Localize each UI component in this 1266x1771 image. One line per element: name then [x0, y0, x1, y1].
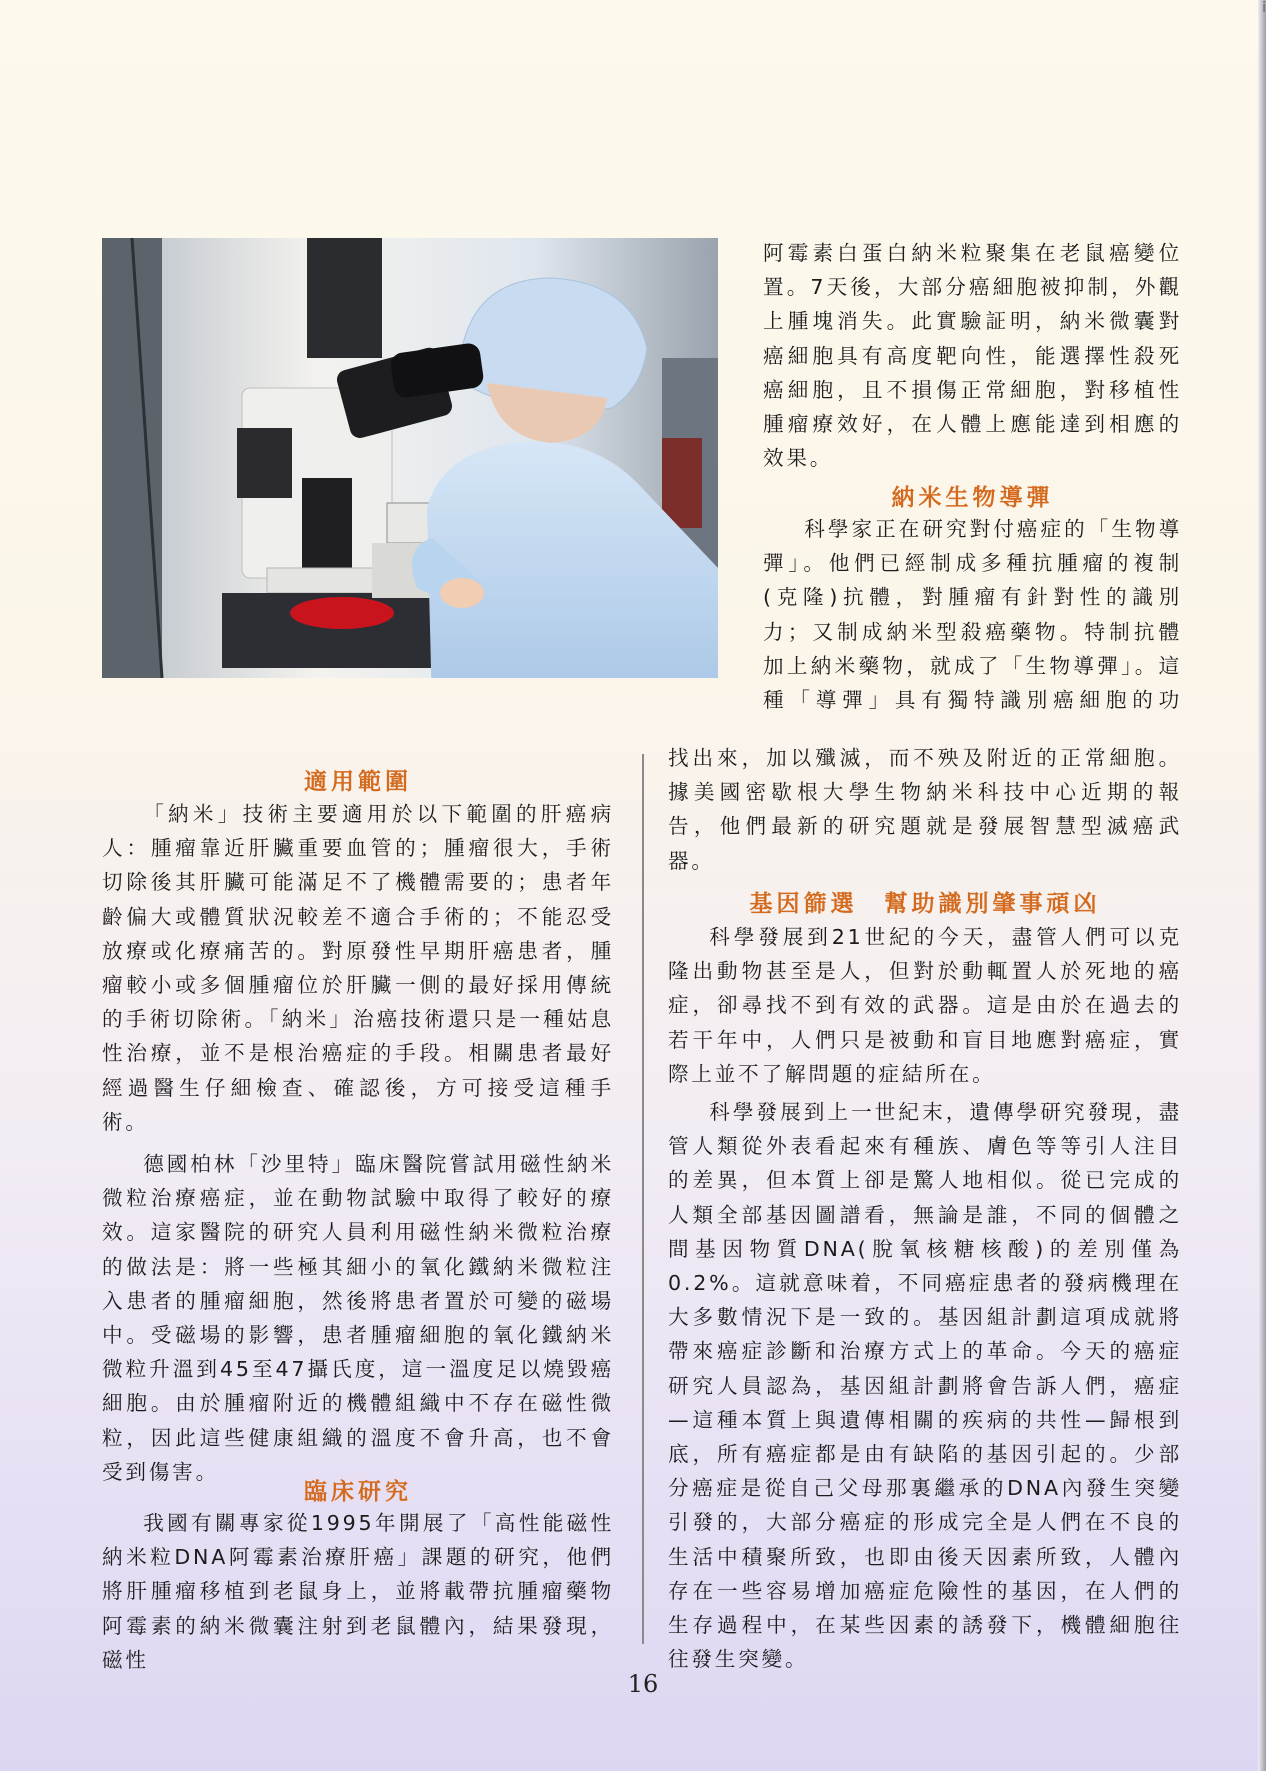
paragraph-nanocapsule-results: 阿霉素白蛋白納米粒聚集在老鼠癌變位置。7天後，大部分癌細胞被抑制，外觀上腫塊消失。此實驗証明，納米微囊對癌細胞具有高度靶向性，能選擇性殺死癌細胞，且不損傷正常細胞，對移植性腫瘤療效好，在人體上應能達到相應的效果。 [763, 241, 1182, 471]
page-right-edge [1258, 0, 1266, 1771]
paragraph-domestic-study: 我國有關專家從1995年開展了「高性能磁性納米粒DNA阿霉素治療肝癌」課題的研究，他們將肝腫瘤移植到老鼠身上，並將載帶抗腫瘤藥物阿霉素的納米微囊注射到老鼠體內，結果發現，磁性 [102, 1511, 614, 1672]
paragraph-biological-missile: 科學家正在研究對付癌症的「生物導彈」。他們已經制成多種抗腫瘤的複制(克隆)抗體，對腫瘤有針對性的識別力；又制成納米型殺癌藥物。特制抗體加上納米藥物，就成了「生物導彈」。這種「導彈」具有獨特識別癌細胞的功 [763, 517, 1182, 713]
gene-text [668, 920, 1182, 1676]
heading-nano-missile: 納米生物導彈 [891, 484, 1054, 511]
page-number: 16 [627, 1670, 659, 1698]
heading-application-scope: 適用範圍 [304, 768, 412, 795]
paragraph-genome-findings: 科學發展到上一世紀末，遺傳學研究發現，盡管人類從外表看起來有種族、膚色等等引人注目的差異，但本質上卻是驚人地相似。從已完成的人類全部基因圖譜看，無論是誰，不同的個體之間基因物質DNA(脫氧核糖核酸)的差別僅為0.2%。這就意味着，不同癌症患者的發病機理在大多數情況下是一致的。基因組計劃這項成就將帶來癌症診斷和治療方式上的革命。今天的癌症研究人員認為，基因組計劃將會告訴人們，癌症—這種本質上與遺傳相關的疾病的共性—歸根到底，所有癌症都是由有缺陷的基因引起的。少部分癌症是從自己父母那裏繼承的DNA內發生突變引發的，大部分癌症的形成完全是人們在不良的生活中積聚所致，也即由後天因素所致，人體內存在一些容易增加癌症危險性的基因，在人們的生存過程中，在某些因素的誘發下，機體細胞往往發生突變。 [668, 1100, 1182, 1672]
scope-text [102, 797, 614, 1489]
paragraph-21st-century: 科學發展到21世紀的今天，盡管人們可以克隆出動物甚至是人，但對於動輒置人於死地的癌症，卻尋找不到有效的武器。這是由於在過去的若干年中，人們只是被動和盲目地應對癌症，實際上並不了解問題的症結所在。 [668, 925, 1182, 1086]
paragraph-applicable-patients: 「納米」技術主要適用於以下範圍的肝癌病人：腫瘤靠近肝臟重要血管的；腫瘤很大，手術切除後其肝臟可能滿足不了機體需要的；患者年齡偏大或體質狀況較差不適合手術的；不能忍受放療或化療痛苦的。對原發性早期肝癌患者，腫瘤較小或多個腫瘤位於肝臟一側的最好採用傳統的手術切除術。「納米」治癌技術還只是一種姑息性治療，並不是根治癌症的手段。相關患者最好經過醫生仔細檢查、確認後，方可接受這種手術。 [102, 802, 614, 1134]
right-column-top-text [763, 236, 1182, 475]
missile-text-part2 [668, 741, 1182, 878]
lab-researcher-photo [102, 238, 718, 678]
clinical-text [102, 1506, 614, 1677]
edge-mark: i [1262, 0, 1266, 16]
paragraph-michigan-report: 找出來，加以殲滅，而不殃及附近的正常細胞。據美國密歇根大學生物納米科技中心近期的報告，他們最新的研究題就是發展智慧型滅癌武器。 [668, 746, 1182, 873]
column-divider [642, 754, 644, 1644]
heading-gene-screening: 基因篩選 幫助識別肇事頑凶 [749, 890, 1101, 917]
missile-text-part1 [763, 512, 1182, 718]
paragraph-magnetic-nanoparticles: 德國柏林「沙里特」臨床醫院嘗試用磁性納米微粒治療癌症，並在動物試驗中取得了較好的療效。這家醫院的研究人員利用磁性納米微粒治療的做法是：將一些極其細小的氧化鐵納米微粒注入患者的腫瘤細胞，然後將患者置於可變的磁場中。受磁場的影響，患者腫瘤細胞的氧化鐵納米微粒升溫到45至47攝氏度，這一溫度足以燒毀癌細胞。由於腫瘤附近的機體組織中不存在磁性微粒，因此這些健康組織的溫度不會升高，也不會受到傷害。 [102, 1152, 614, 1484]
heading-clinical-research: 臨床研究 [304, 1478, 412, 1505]
